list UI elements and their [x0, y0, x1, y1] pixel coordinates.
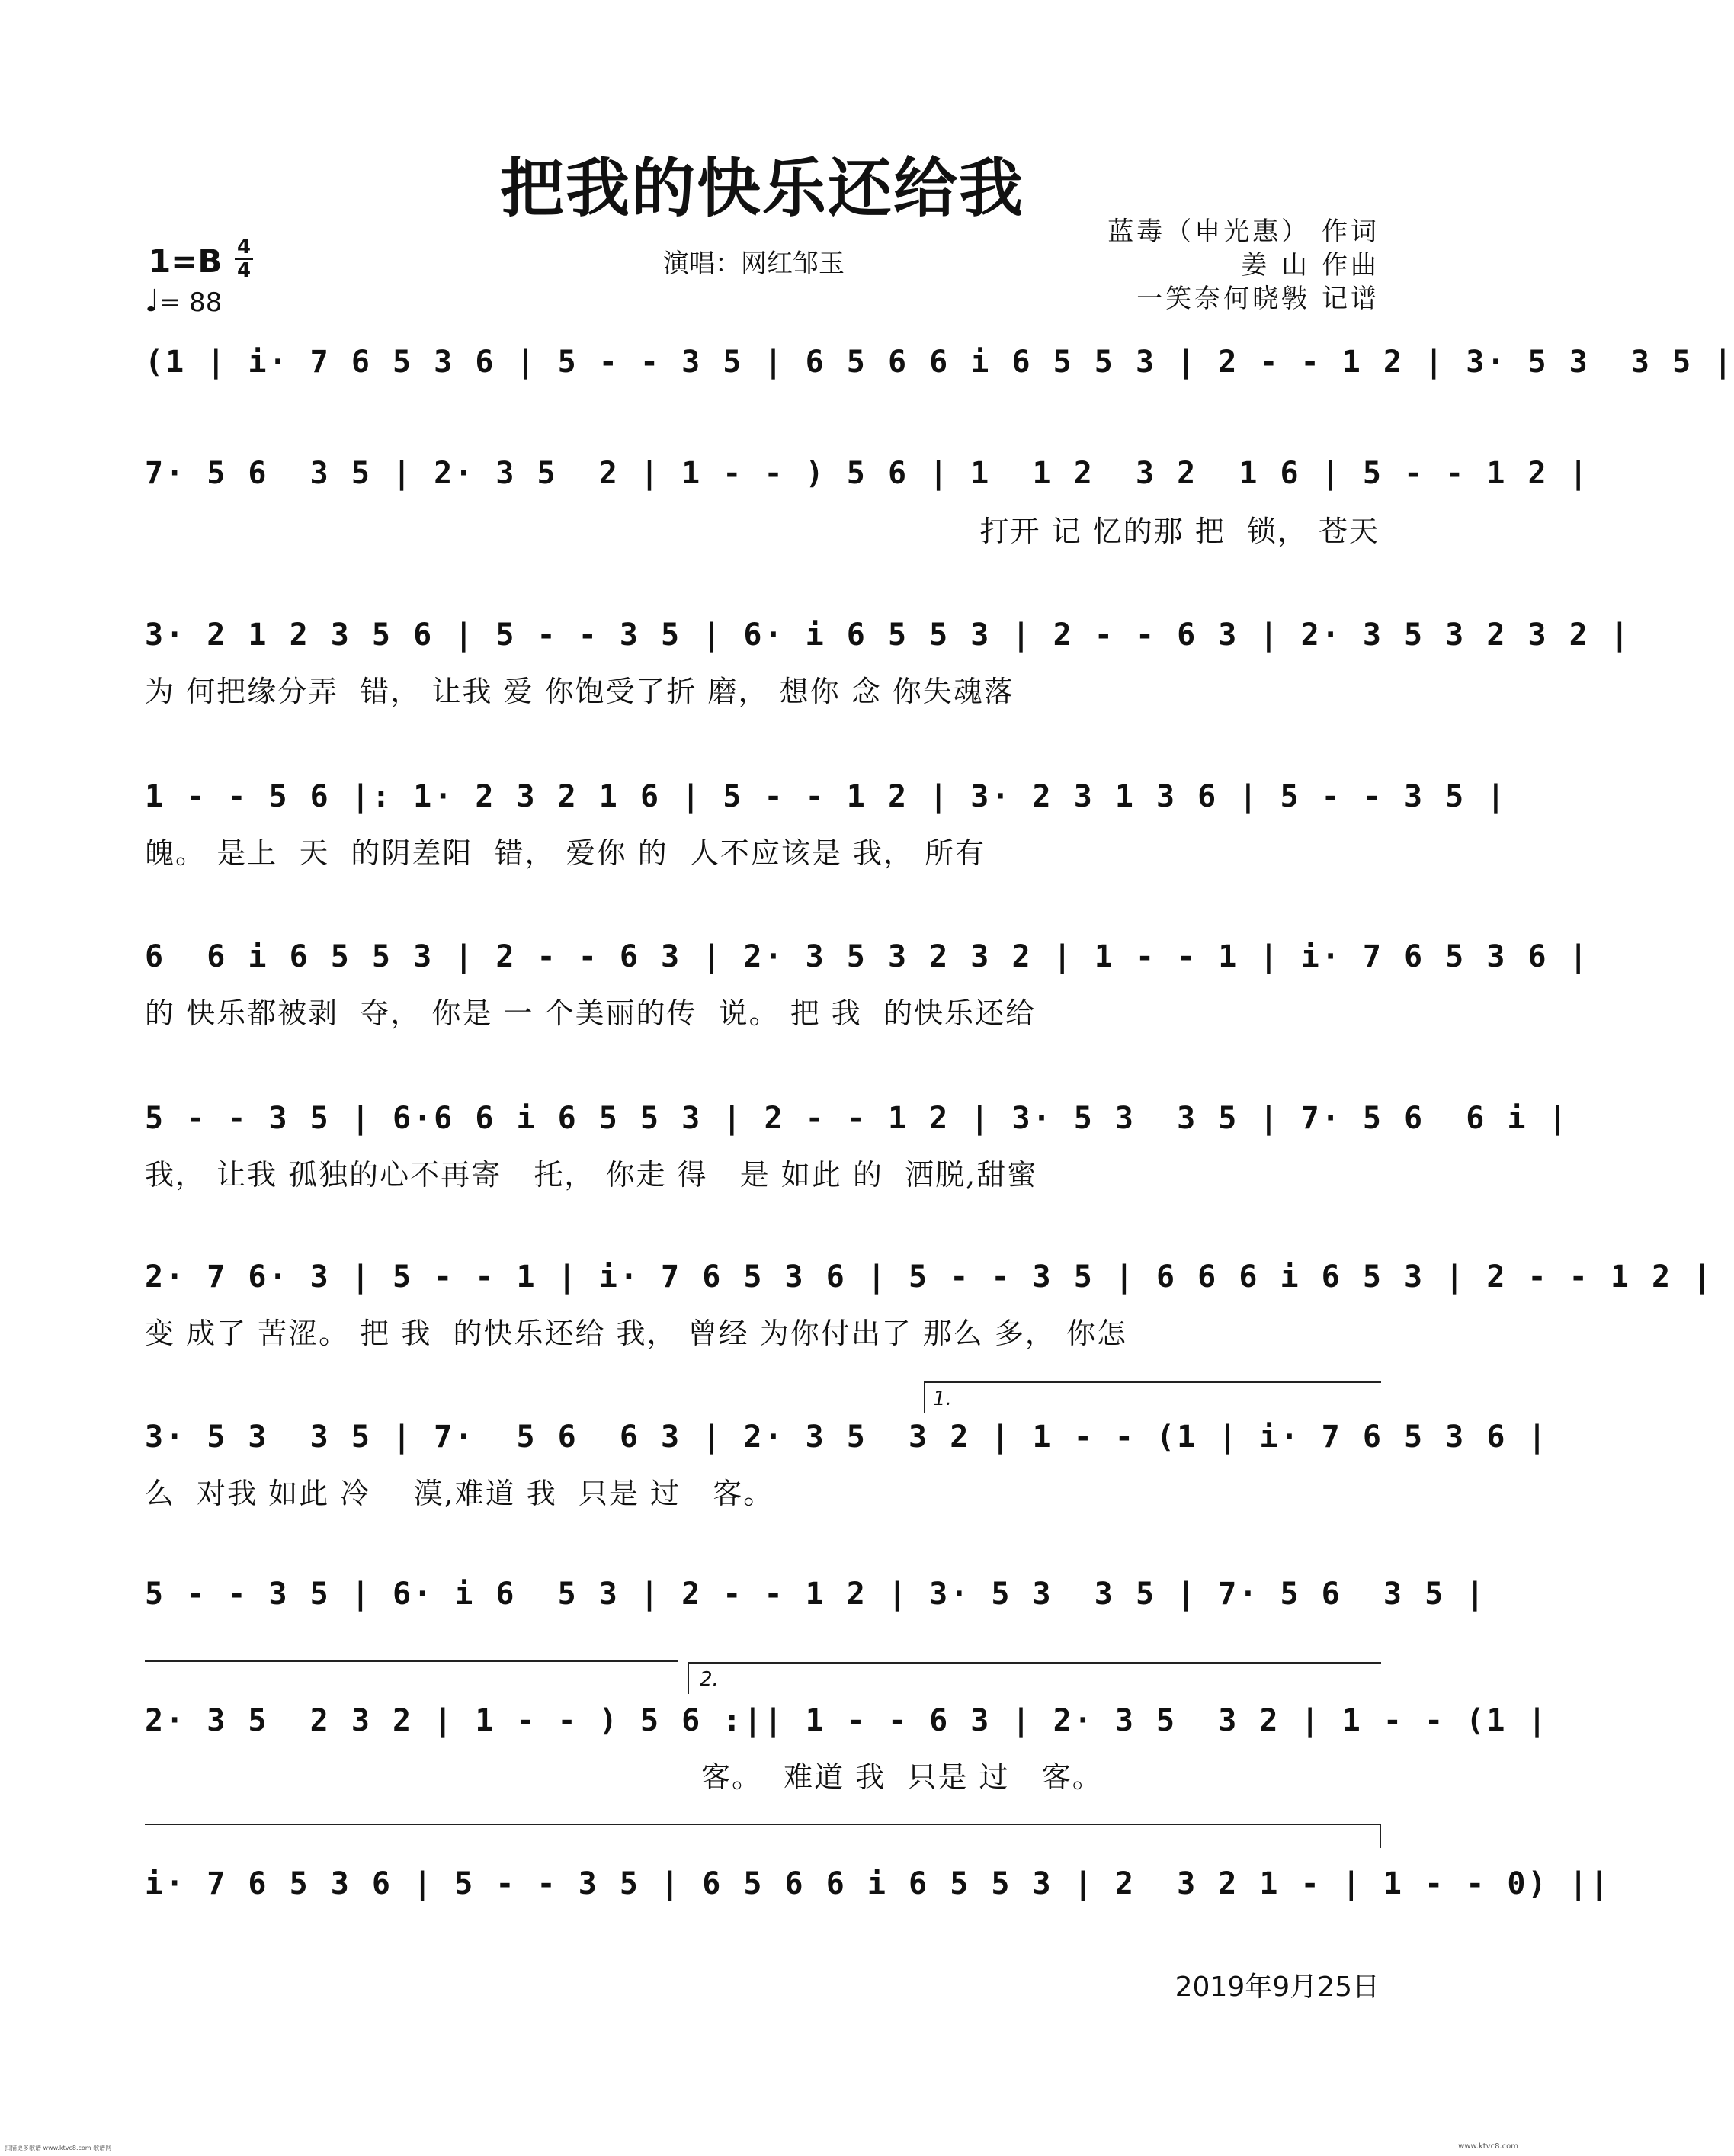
score-row-4: 1 - - 5 6 |: 1· 2 3 2 1 6 | 5 - - 1 2 | 3· 2 3 1 3 6 | 5 - - 3 5 | [145, 779, 1508, 814]
lyric-row-4: 魄。 是上 天 的阴差阳 错， 爱你 的 人不应该是 我， 所有 [145, 836, 986, 870]
lyric-row-10: 客。 难道 我 只是 过 客。 [701, 1760, 1103, 1794]
lyric-row-2: 打开 记 忆的那 把 锁， 苍天 [979, 515, 1380, 548]
score-row-2: 7· 5 6 3 5 | 2· 3 5 2 | 1 - - ) 5 6 | 1 1 2 3 2 1 6 | 5 - - 1 2 | [145, 456, 1590, 491]
tempo-value: = 88 [159, 287, 223, 318]
lyricist-credit: 蓝毒（申光惠） 作词 [1107, 217, 1380, 247]
first-ending-bracket [924, 1381, 1381, 1413]
footer-watermark-left: 扫描更多歌谱 www.ktvc8.com 歌谱网 [5, 2145, 112, 2151]
key-signature: 1=B [149, 242, 223, 280]
lyric-row-8: 么 对我 如此 冷 漠,难道 我 只是 过 客。 [145, 1477, 774, 1510]
lyric-row-7: 变 成了 苦涩。 把 我 的快乐还给 我， 曾经 为你付出了 那么 多， 你怎 [145, 1317, 1127, 1350]
score-row-6: 5 - - 3 5 | 6·6 6 i 6 5 5 3 | 2 - - 1 2 | 3· 5 3 3 5 | 7· 5 6 6 i | [145, 1101, 1569, 1136]
score-row-8: 3· 5 3 3 5 | 7· 5 6 6 3 | 2· 3 5 3 2 | 1 - - (1 | i· 7 6 5 3 6 | [145, 1420, 1549, 1455]
time-signature-top: 4 [236, 236, 252, 258]
score-row-9: 5 - - 3 5 | 6· i 6 5 3 | 2 - - 1 2 | 3· 5 3 3 5 | 7· 5 6 3 5 | [145, 1577, 1487, 1612]
singer-credit: 演唱：网红邹玉 [663, 249, 845, 279]
second-ending-bracket [688, 1662, 1381, 1694]
first-ending-continuation [145, 1660, 678, 1662]
score-row-1: (1 | i· 7 6 5 3 6 | 5 - - 3 5 | 6 5 6 6 i 6 5 5 3 | 2 - - 1 2 | 3· 5 3 3 5 | [145, 345, 1734, 380]
song-title: 把我的快乐还给我 [499, 150, 1024, 226]
second-ending-continuation [145, 1824, 1381, 1848]
footer-watermark-right: www.ktvc8.com [1458, 2142, 1518, 2151]
second-ending-label: 2. [700, 1668, 719, 1691]
time-signature-bottom: 4 [236, 259, 252, 282]
score-row-5: 6 6 i 6 5 5 3 | 2 - - 6 3 | 2· 3 5 3 2 3 2 | 1 - - 1 | i· 7 6 5 3 6 | [145, 939, 1590, 974]
transcription-date: 2019年9月25日 [1175, 1972, 1380, 2003]
score-row-7: 2· 7 6· 3 | 5 - - 1 | i· 7 6 5 3 6 | 5 - - 3 5 | 6 6 6 i 6 5 3 | 2 - - 1 2 | [145, 1259, 1714, 1295]
transcriber-credit: 一笑奈何晓斅 记谱 [1136, 284, 1380, 314]
quarter-note-icon: ♩ [145, 284, 159, 319]
tempo-marking [145, 284, 222, 319]
score-row-11: i· 7 6 5 3 6 | 5 - - 3 5 | 6 5 6 6 i 6 5 5 3 | 2 3 2 1 - | 1 - - 0) || [145, 1866, 1611, 1901]
lyric-row-3: 为 何把缘分弄 错， 让我 爱 你饱受了折 磨， 想你 念 你失魂落 [145, 675, 1014, 708]
time-signature [235, 236, 253, 281]
lyric-row-6: 我， 让我 孤独的心不再寄 托， 你走 得 是 如此 的 洒脱,甜蜜 [145, 1158, 1038, 1192]
score-row-3: 3· 2 1 2 3 5 6 | 5 - - 3 5 | 6· i 6 5 5 3 | 2 - - 6 3 | 2· 3 5 3 2 3 2 | [145, 618, 1631, 653]
composer-credit: 姜 山 作曲 [1241, 250, 1380, 281]
lyric-row-5: 的 快乐都被剥 夺， 你是 一 个美丽的传 说。 把 我 的快乐还给 [145, 996, 1036, 1030]
first-ending-label: 1. [933, 1388, 952, 1410]
score-row-10: 2· 3 5 2 3 2 | 1 - - ) 5 6 :|| 1 - - 6 3 | 2· 3 5 3 2 | 1 - - (1 | [145, 1703, 1549, 1738]
